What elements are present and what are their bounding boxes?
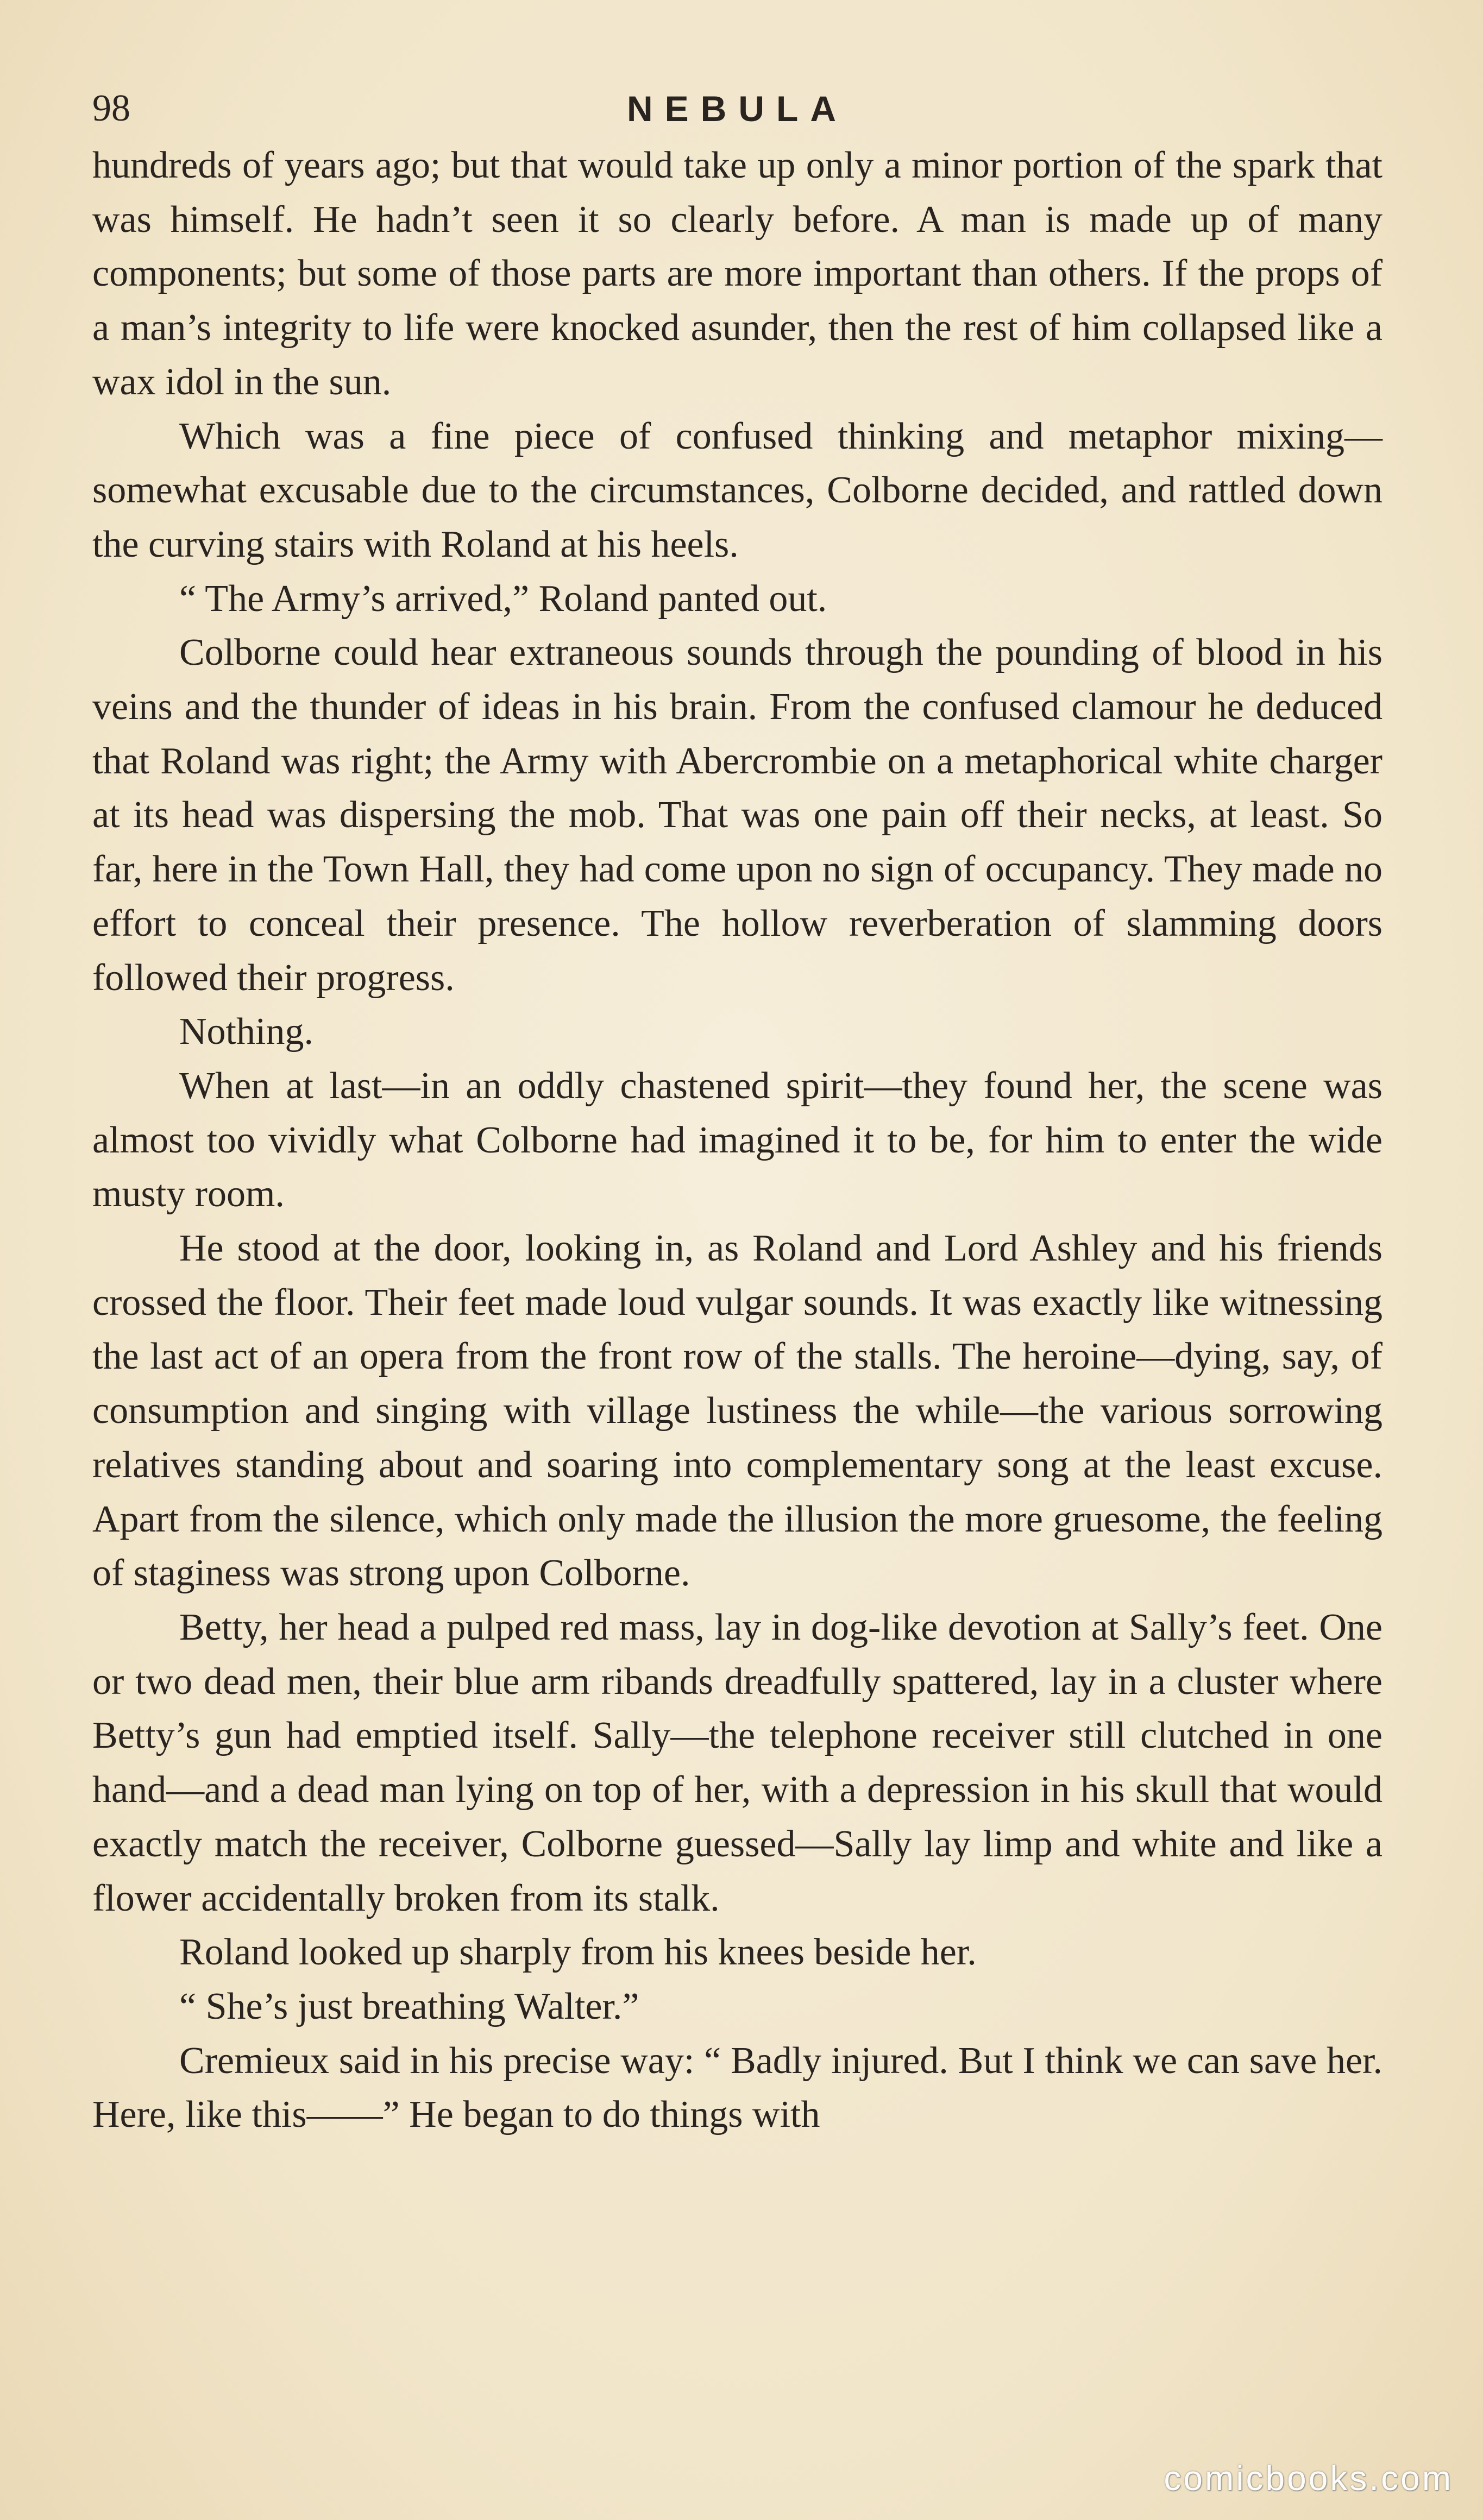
watermark-text: comicbooks.com <box>1164 2459 1453 2498</box>
paragraph: hundreds of years ago; but that would take up only a minor portion of the spark that was himself. He hadn’t seen it so clearly before. A man is made up of many components; but some of those parts are more important than others. If the props of a man’s integrity to life were knocked asunder, then the rest of him collapsed like a wax idol in the sun. <box>92 144 1383 403</box>
paragraph: He stood at the door, looking in, as Roland and Lord Ashley and his friends crossed the floor. Their feet made loud vulgar sounds. It was exactly like witnessing the last act of an opera from the front row of the stalls. The heroine—dying, say, of consumption and singing with village lustiness the while—the various sorrowing relatives standing about and soaring into complementary song at the least excuse. Apart from the silence, which only made the illusion the more gruesome, the feeling of staginess was strong upon Colborne. <box>92 1227 1383 1595</box>
page-number: 98 <box>92 87 130 129</box>
running-title: NEBULA <box>627 89 848 129</box>
paragraph: Cremieux said in his precise way: “ Badly injured. But I think we can save her. Here, like this——” He began to do things with <box>92 2039 1383 2136</box>
body-text <box>92 138 1383 2142</box>
paragraph: Roland looked up sharply from his knees beside her. <box>179 1931 977 1974</box>
paragraph: Colborne could hear extraneous sounds through the pounding of blood in his veins and the thunder of ideas in his brain. From the confused clamour he deduced that Roland was right; the Army with Abercrombie on a metaphorical white charger at its head was dispersing the mob. That was one pain off their necks, at least. So far, here in the Town Hall, they had come upon no sign of occupancy. They made no effort to conceal their presence. The hollow reverberation of slamming doors followed their progress. <box>92 632 1383 999</box>
paragraph: “ She’s just breathing Walter.” <box>179 1985 639 2027</box>
book-page <box>92 81 1383 2433</box>
paragraph: “ The Army’s arrived,” Roland panted out. <box>179 577 827 620</box>
paragraph: Betty, her head a pulped red mass, lay in dog-like devotion at Sally’s feet. One or two dead men, their blue arm ribands dreadfully spattered, lay in a cluster where Betty’s gun had emptied itself. Sally—the telephone receiver still clutched in one hand—and a dead man lying on top of her, with a depression in his skull that would exactly match the receiver, Colborne guessed—Sally lay limp and white and like a flower accidentally broken from its stalk. <box>92 1606 1383 1919</box>
paragraph: Which was a fine piece of confused thinking and metaphor mixing—somewhat excusable due to the circumstances, Colborne decided, and rattled down the curving stairs with Roland at his heels. <box>92 415 1383 565</box>
paragraph: Nothing. <box>179 1011 313 1053</box>
page-header <box>92 81 1383 138</box>
paragraph: When at last—in an oddly chastened spirit—they found her, the scene was almost too vividly what Colborne had imagined it to be, for him to enter the wide musty room. <box>92 1064 1383 1215</box>
